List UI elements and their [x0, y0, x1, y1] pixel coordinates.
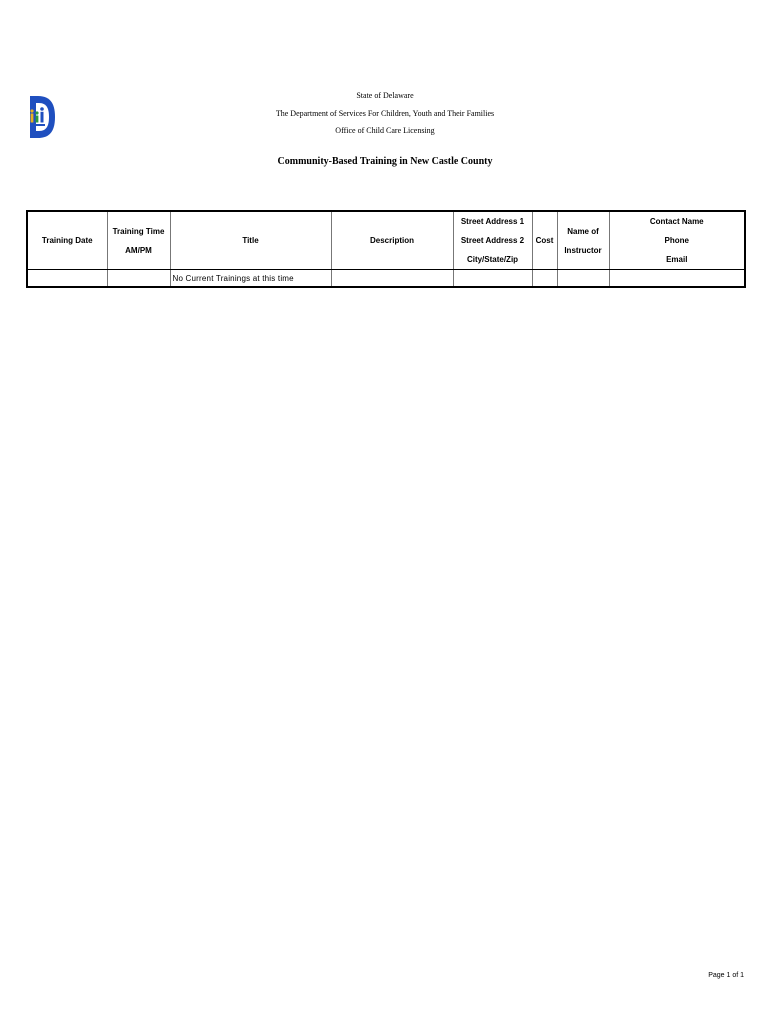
- empty-message: No Current Trainings at this time: [172, 273, 294, 283]
- col-cost-label: Cost: [535, 236, 554, 245]
- header-department: The Department of Services For Children, Youth and Their Families: [275, 109, 495, 118]
- col-title-label: Title: [242, 236, 259, 245]
- col-title: [170, 211, 331, 270]
- col-cost: [532, 211, 557, 270]
- col-contact: [609, 211, 745, 270]
- col-contact-phone-label: Phone: [664, 236, 689, 245]
- cell-contact: [609, 270, 745, 288]
- cell-title: [170, 270, 331, 288]
- col-description-label: Description: [369, 236, 414, 245]
- col-training-date-label: Training Date: [41, 236, 93, 245]
- cell-instructor: [557, 270, 609, 288]
- col-description: [331, 211, 453, 270]
- cell-cost: [532, 270, 557, 288]
- cell-description: [331, 270, 453, 288]
- col-contact-email-label: Email: [666, 255, 688, 264]
- cell-training-date: [27, 270, 107, 288]
- col-address-line1-label: Street Address 1: [460, 217, 525, 226]
- col-address-city-label: City/State/Zip: [466, 255, 519, 264]
- col-training-date: [27, 211, 107, 270]
- col-training-time-label: Training Time: [112, 226, 165, 236]
- table-header-row: [27, 211, 745, 270]
- col-instructor-sublabel: Instructor: [564, 245, 602, 255]
- col-address-line2-label: Street Address 2: [460, 236, 525, 245]
- col-instructor-label: Name of: [567, 226, 599, 236]
- page-number: Page 1 of 1: [708, 972, 744, 979]
- header-office: Office of Child Care Licensing: [335, 126, 435, 135]
- col-instructor: [557, 211, 609, 270]
- cell-address: [453, 270, 532, 288]
- document-title: Community-Based Training in New Castle County: [277, 156, 493, 167]
- table-row: [27, 270, 745, 288]
- cell-training-time: [107, 270, 170, 288]
- header-state: State of Delaware: [356, 91, 414, 100]
- trainings-table: [26, 210, 746, 288]
- col-training-time: [107, 211, 170, 270]
- col-address: [453, 211, 532, 270]
- col-training-time-sublabel: AM/PM: [125, 245, 152, 255]
- col-contact-name-label: Contact Name: [649, 217, 704, 226]
